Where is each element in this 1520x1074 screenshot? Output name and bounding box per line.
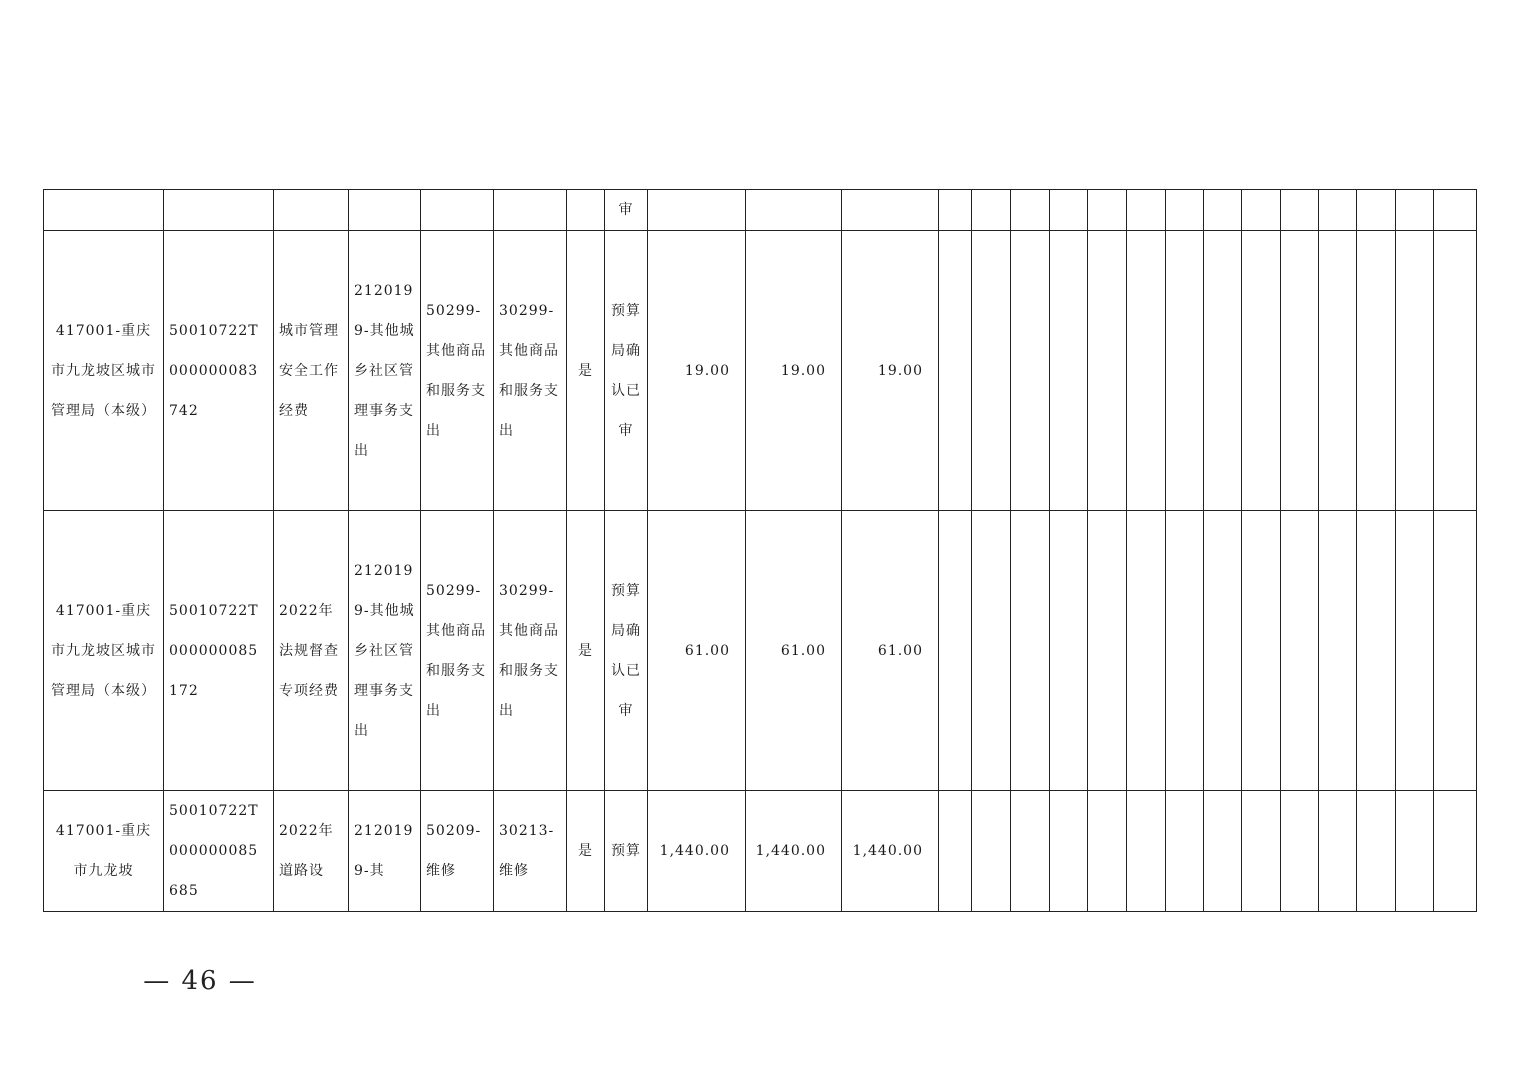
gov-econ-class-cell: 50209-维修 [421, 791, 494, 912]
empty-cell [1357, 190, 1396, 231]
empty-cell [1281, 511, 1319, 791]
empty-cell [1281, 190, 1319, 231]
empty-cell [1319, 791, 1357, 912]
dept-econ-class-cell: 30299-其他商品和服务支出 [494, 511, 567, 791]
dept-econ-class-cell: 30213-维修 [494, 791, 567, 912]
dept-econ-class-cell: 30299-其他商品和服务支出 [494, 231, 567, 511]
empty-cell [1319, 511, 1357, 791]
function-class-cell [349, 190, 421, 231]
flag-cell: 是 [567, 231, 605, 511]
empty-cell [1319, 190, 1357, 231]
empty-cell [1166, 511, 1204, 791]
empty-cell [1088, 511, 1127, 791]
empty-cell [972, 511, 1011, 791]
project-code-cell: 50010722T000000085172 [164, 511, 274, 791]
function-class-cell: 2120199-其他城乡社区管理事务支出 [349, 231, 421, 511]
project-code-cell [164, 190, 274, 231]
gov-econ-class-cell [421, 190, 494, 231]
dept-econ-class-cell [494, 190, 567, 231]
project-name-cell: 2022年法规督查专项经费 [274, 511, 349, 791]
flag-cell [567, 190, 605, 231]
project-code-cell: 50010722T000000085685 [164, 791, 274, 912]
empty-cell [1434, 190, 1477, 231]
amount-cell: 61.00 [648, 511, 746, 791]
function-class-cell: 2120199-其 [349, 791, 421, 912]
unit-cell [44, 190, 164, 231]
amount-cell: 1,440.00 [648, 791, 746, 912]
empty-cell [1127, 190, 1166, 231]
empty-cell [1242, 791, 1281, 912]
empty-cell [939, 791, 972, 912]
empty-cell [1088, 231, 1127, 511]
empty-cell [972, 231, 1011, 511]
table-row [44, 190, 1477, 231]
table-row [44, 511, 1477, 791]
status-cell: 预算 [605, 791, 648, 912]
budget-table [43, 189, 1477, 912]
empty-cell [1357, 791, 1396, 912]
empty-cell [972, 791, 1011, 912]
empty-cell [1281, 791, 1319, 912]
table-row [44, 231, 1477, 511]
empty-cell [1011, 791, 1050, 912]
project-code-cell: 50010722T000000083742 [164, 231, 274, 511]
empty-cell [1088, 190, 1127, 231]
empty-cell [1396, 190, 1434, 231]
page-number: — 46 — [143, 966, 257, 996]
empty-cell [1011, 511, 1050, 791]
empty-cell [939, 231, 972, 511]
empty-cell [1204, 791, 1242, 912]
empty-cell [1166, 190, 1204, 231]
empty-cell [1396, 791, 1434, 912]
empty-cell [1319, 231, 1357, 511]
amount-cell: 61.00 [746, 511, 842, 791]
empty-cell [1166, 791, 1204, 912]
gov-econ-class-cell: 50299-其他商品和服务支出 [421, 511, 494, 791]
unit-cell: 417001-重庆市九龙坡 [44, 791, 164, 912]
amount-cell: 19.00 [648, 231, 746, 511]
empty-cell [939, 511, 972, 791]
function-class-cell: 2120199-其他城乡社区管理事务支出 [349, 511, 421, 791]
amount-cell [842, 190, 939, 231]
amount-cell: 1,440.00 [842, 791, 939, 912]
empty-cell [1281, 231, 1319, 511]
empty-cell [1011, 231, 1050, 511]
empty-cell [1396, 511, 1434, 791]
empty-cell [1242, 190, 1281, 231]
empty-cell [1357, 231, 1396, 511]
empty-cell [1050, 190, 1088, 231]
empty-cell [1050, 231, 1088, 511]
empty-cell [1127, 231, 1166, 511]
flag-cell: 是 [567, 511, 605, 791]
amount-cell [648, 190, 746, 231]
empty-cell [1204, 511, 1242, 791]
amount-cell: 1,440.00 [746, 791, 842, 912]
amount-cell: 19.00 [746, 231, 842, 511]
empty-cell [1011, 190, 1050, 231]
project-name-cell: 2022年道路设 [274, 791, 349, 912]
empty-cell [1396, 231, 1434, 511]
amount-cell: 61.00 [842, 511, 939, 791]
table-row [44, 791, 1477, 912]
empty-cell [1050, 791, 1088, 912]
project-name-cell: 城市管理安全工作经费 [274, 231, 349, 511]
unit-cell: 417001-重庆市九龙坡区城市管理局（本级） [44, 231, 164, 511]
gov-econ-class-cell: 50299-其他商品和服务支出 [421, 231, 494, 511]
empty-cell [1127, 791, 1166, 912]
empty-cell [1242, 511, 1281, 791]
empty-cell [1357, 511, 1396, 791]
status-cell: 预算局确认已审 [605, 231, 648, 511]
empty-cell [1204, 190, 1242, 231]
empty-cell [1088, 791, 1127, 912]
empty-cell [1434, 231, 1477, 511]
status-cell: 预算局确认已审 [605, 511, 648, 791]
amount-cell: 19.00 [842, 231, 939, 511]
empty-cell [939, 190, 972, 231]
empty-cell [1204, 231, 1242, 511]
empty-cell [1434, 791, 1477, 912]
empty-cell [972, 190, 1011, 231]
status-cell: 审 [605, 190, 648, 231]
empty-cell [1050, 511, 1088, 791]
unit-cell: 417001-重庆市九龙坡区城市管理局（本级） [44, 511, 164, 791]
amount-cell [746, 190, 842, 231]
project-name-cell [274, 190, 349, 231]
empty-cell [1166, 231, 1204, 511]
empty-cell [1242, 231, 1281, 511]
empty-cell [1127, 511, 1166, 791]
flag-cell: 是 [567, 791, 605, 912]
empty-cell [1434, 511, 1477, 791]
